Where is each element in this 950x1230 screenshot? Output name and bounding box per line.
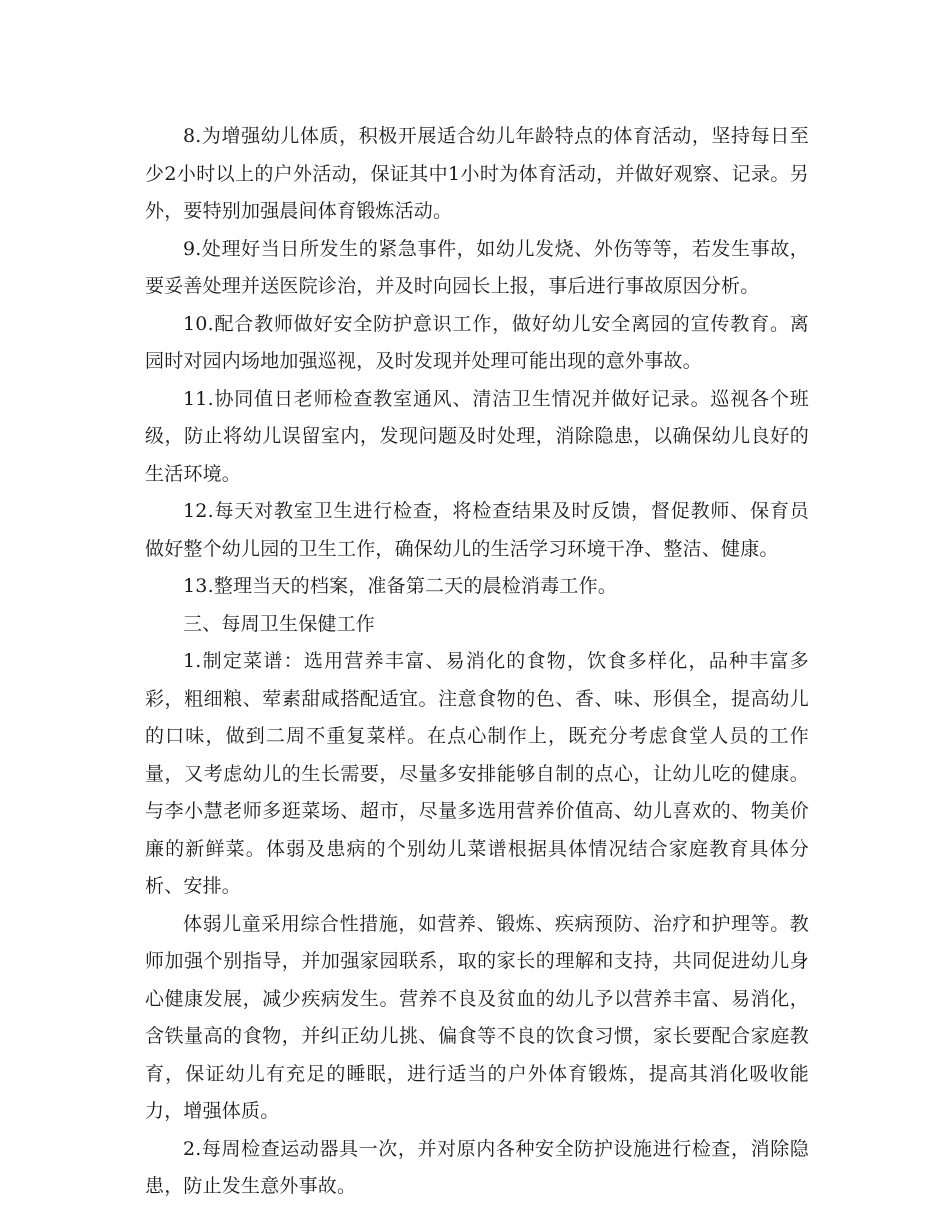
- section-heading-weekly: 三、每周卫生保健工作: [183, 612, 376, 635]
- paragraph-item-12: 12.每天对教室卫生进行检查，将检查结果及时反馈，督促教师、保育员做好整个幼儿园的卫生工作，确保幼儿的生活学习环境干净、整洁、健康。: [145, 500, 809, 560]
- paragraph-weak-children: 体弱儿童采用综合性措施，如营养、锻炼、疾病预防、治疗和护理等。教师加强个别指导，并加强家园联系，取的家长的理解和支持，共同促进幼儿身心健康发展，减少疾病发生。营养不良及贫血的幼儿予以营养丰富、易消化，含铁量高的食物，并纠正幼儿挑、偏食等不良的饮食习惯，家长要配合家庭教育，保证幼儿有充足的睡眠，进行适当的户外体育锻炼，提高其消化吸收能力，增强体质。: [145, 912, 809, 1122]
- paragraph-item-11: 11.协同值日老师检查教室通风、清洁卫生情况并做好记录。巡视各个班级，防止将幼儿误留室内，发现问题及时处理，消除隐患，以确保幼儿良好的生活环境。: [145, 387, 809, 485]
- paragraph-item-10: 10.配合教师做好安全防护意识工作，做好幼儿安全离园的宣传教育。离园时对园内场地加强巡视，及时发现并处理可能出现的意外事故。: [145, 312, 809, 372]
- paragraph-menu-planning: 1.制定菜谱：选用营养丰富、易消化的食物，饮食多样化，品种丰富多彩，粗细粮、荤素甜咸搭配适宜。注意食物的色、香、味、形俱全，提高幼儿的口味，做到二周不重复菜样。在点心制作上，既充分考虑食堂人员的工作量，又考虑幼儿的生长需要，尽量多安排能够自制的点心，让幼儿吃的健康。与李小慧老师多逛菜场、超市，尽量多选用营养价值高、幼儿喜欢的、物美价廉的新鲜菜。体弱及患病的个别幼儿菜谱根据具体情况结合家庭教育具体分析、安排。: [145, 650, 809, 897]
- paragraph-item-13: 13.整理当天的档案，准备第二天的晨检消毒工作。: [183, 575, 618, 597]
- paragraph-equipment-check: 2.每周检查运动器具一次，并对原内各种安全防护设施进行检查，消除隐患，防止发生意外事故。: [145, 1137, 809, 1197]
- paragraph-item-9: 9.处理好当日所发生的紧急事件，如幼儿发烧、外伤等等，若发生事故，要妥善处理并送医院诊治，并及时向园长上报，事后进行事故原因分析。: [145, 237, 809, 297]
- paragraph-item-8: 8.为增强幼儿体质，积极开展适合幼儿年龄特点的体育活动，坚持每日至少2小时以上的户外活动，保证其中1小时为体育活动，并做好观察、记录。另外，要特别加强晨间体育锻炼活动。: [145, 125, 809, 222]
- document-body: [145, 118, 809, 1206]
